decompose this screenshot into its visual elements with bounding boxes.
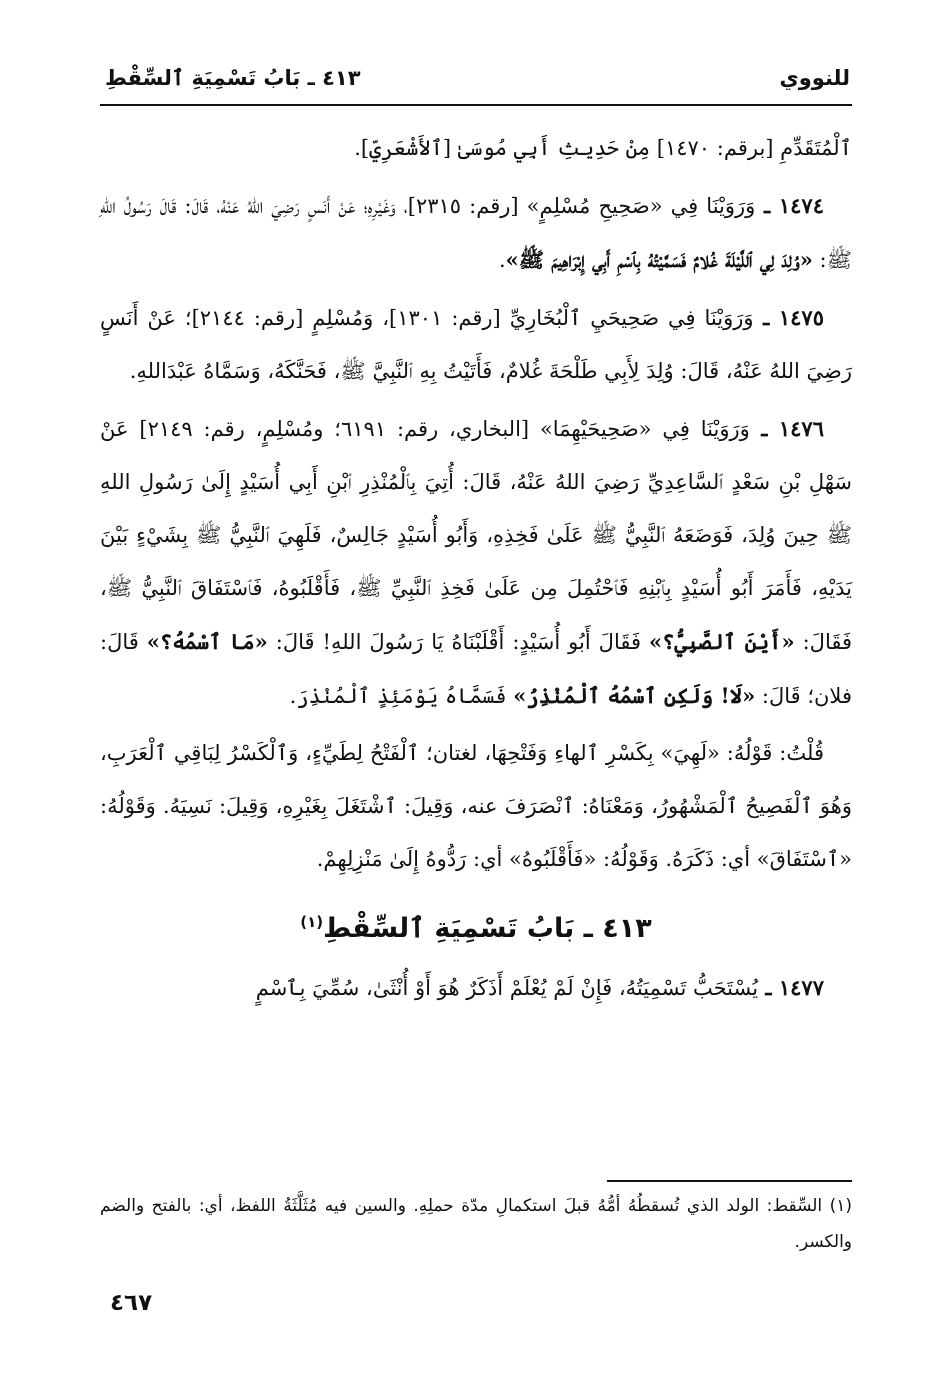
- body-text: [100, 122, 852, 1019]
- text-run: يُسْتَحَبُّ تَسْمِيَتُهُ، فَإِنْ لَمْ يُعْلَمْ أَذَكَرٌ هُوَ أَوْ أُنْثَىٰ، سُمِّيَ بِٱسْمٍ: [255, 976, 759, 1000]
- running-head: [105, 58, 850, 98]
- footnote-text: (١) السِّقط: الولد الذي تُسقطُهُ أمُّهُ قبلَ استكمالِ مدّة حملِهِ. والسين فيه مُثَلَّثَةُ اللفظ، أي: بالفتح والضم والكسر.: [100, 1196, 852, 1252]
- bold-text-run: «وُلِدَ لِي ٱللَّيْلَةَ غُلامٌ فَسَمَّيْتُهُ بِٱسْمِ أَبِي إِبْرَاهِيمَ ﷺ»: [505, 247, 813, 272]
- text-run: فَقَالَ أَبُو أُسَيْدٍ: أَقْلَبْنَاهُ يَا رَسُولَ اللهِ! قَالَ:: [267, 630, 649, 654]
- text-run: .: [498, 248, 506, 272]
- paragraph: [100, 122, 852, 175]
- text-run: قُلْتُ: قَوْلُهُ: «لَهِيَ» بِكَسْرِ ٱلهاءِ وَفَتْحِهَا، لغتان؛ ٱلْفَتْحُ لِطَيِّءٍ، وَٱلْكَسْرُ لِبَاقِي ٱلْعَرَبِ، وَهُوَ ٱلْفَصِيحُ ٱلْمَشْهُورُ، وَمَعْنَاهُ: ٱنْصَرَفَ عنه، وَقِيلَ: ٱشْتَغَلَ بِغَيْرِهِ، وَقِيلَ: نَسِيَهُ. وَقَوْلُهُ: «ٱسْتَفَاقَ» أي: ذَكَرَهُ. وَقَوْلُهُ: «فَأَقْلَبُوهُ» أي: رَدُّوهُ إِلَىٰ مَنْزِلِهِمْ.: [100, 741, 852, 871]
- paragraph: [100, 179, 852, 287]
- text-run: وَرَوَيْنَا فِي «صَحِيحَيْهِمَا» [البخاري، رقم: ٦١٩١؛ ومُسْلِمٍ، رقم: ٢١٤٩] عَنْ سَهْلِ بْنِ سَعْدٍ ٱلسَّاعِدِيِّ رَضِيَ اللهُ عَنْهُ، قَالَ: أُتِيَ بِٱلْمُنْذِرِ ٱبْنِ أَبِي أُسَيْدٍ إِلَىٰ رَسُولِ اللهِ ﷺ حِينَ وُلِدَ، فَوَضَعَهُ ٱلنَّبِيُّ ﷺ عَلَىٰ فَخِذِهِ، وَأَبُو أُسَيْدٍ جَالِسٌ، فَلَهِيَ ٱلنَّبِيُّ ﷺ بِشَيْءٍ بَيْنَ يَدَيْهِ، فَأَمَرَ أَبُو أُسَيْدٍ بِٱبْنِهِ فَٱحْتُمِلَ مِن عَلَىٰ فَخِذِ ٱلنَّبِيِّ ﷺ، فَأَقْلَبُوهُ، فَٱسْتَفَاقَ ٱلنَّبِيُّ ﷺ، فَقَالَ:: [100, 417, 853, 654]
- bold-text-run: ١٤٧٤ ـ: [755, 193, 824, 218]
- text-run: فَسَمَّاهُ يَوْمَئِذٍ ٱلْمُنْذِرَ.: [289, 684, 514, 708]
- paragraph: [100, 402, 852, 723]
- running-head-author: للنووي: [779, 66, 850, 90]
- chapter-title-text: ٤١٣ ـ بَابُ تَسْمِيَةِ ٱلسِّقْطِ: [323, 913, 652, 944]
- footnote-rule: [607, 1180, 852, 1182]
- header-rule: [100, 104, 852, 106]
- bold-text-run: «مَا ٱسْمُهُ؟»: [146, 629, 268, 654]
- text-run: وَرَوَيْنَا فِي «صَحِيحِ مُسْلِمٍ» [رقم: ٢٣١٥]، وَغَيْرِهِ؛ عَنْ أَنَسٍ رَضِيَ اللهُ عَنْهُ، قَالَ: قَالَ رَسُولُ اللهِ ﷺ:: [100, 194, 852, 272]
- bold-text-run: «لَا! وَلَكِنِ ٱسْمُهُ ٱلْمُنْذِرُ»: [513, 683, 756, 708]
- footnote-reference: (١): [300, 913, 324, 931]
- running-head-chapter: ٤١٣ ـ بَابُ تَسْمِيَةِ ٱلسِّقْطِ: [105, 66, 361, 90]
- paragraph-last: [100, 961, 852, 1015]
- text-run: ٱلْمُتَقَدِّمِ [برقم: ١٤٧٠] مِنْ حَدِيثِ أَبِي مُوسَىٰ [ٱلأَشْعَرِيِّ].: [354, 136, 852, 160]
- footnote: [100, 1188, 852, 1260]
- bold-text-run: ١٤٧٦ ـ: [749, 416, 824, 441]
- text-run: قَالَ: فلان؛ قَالَ:: [100, 630, 852, 708]
- text-run: وَرَوَيْنَا فِي صَحِيحَيِ ٱلْبُخَارِيِّ [رقم: ١٣٠١]، وَمُسْلِمٍ [رقم: ٢١٤٤]؛ عَنْ أَنَسٍ رَضِيَ اللهُ عَنْهُ، قَالَ: وُلِدَ لِأَبِي طَلْحَةَ غُلامٌ، فَأَتَيْتُ بِهِ ٱلنَّبِيَّ ﷺ، فَحَنَّكَهُ، وَسَمَّاهُ عَبْدَاللهِ.: [100, 306, 852, 383]
- paragraph: [100, 727, 852, 886]
- chapter-title: [100, 896, 852, 955]
- page-number: ٤٦٧: [110, 1290, 153, 1316]
- paragraph: [100, 291, 852, 398]
- bold-text-run: «أَيْنَ ٱلصَّبِيُّ؟»: [649, 629, 795, 654]
- bold-text-run: ١٤٧٧ ـ: [758, 975, 824, 1000]
- bold-text-run: ١٤٧٥ ـ: [753, 305, 824, 330]
